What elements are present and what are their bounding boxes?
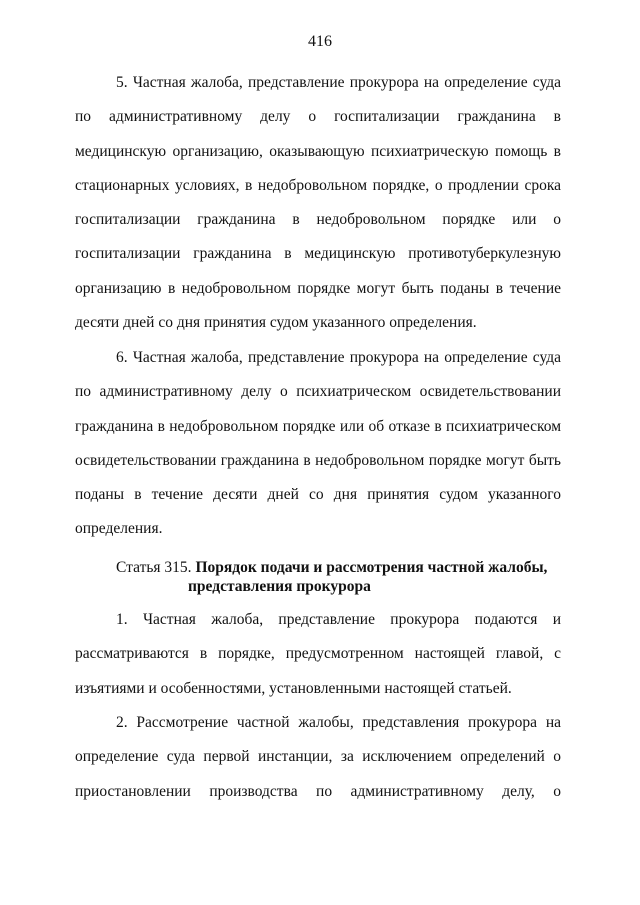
page-number: 416 [308,33,332,50]
article-title-line-2: представления прокурора [188,578,371,595]
section-2: 2. Рассмотрение частной жалобы, представления прокурора на определение суда первой инстанции, за исключением определений о приостановлении производства по административному делу, о [75,714,561,800]
article-number: Статья 315. [116,559,192,576]
paragraph-6: 6. Частная жалоба, представление прокурора на определение суда по административному делу о психиатрическом освидетельствовании гражданина в недобровольном порядке или об отказе в психиатрическом освидетельствовании гражданина в недобровольном порядке могут быть поданы в течение десяти дней со дня принятия судом указанного определения. [75,349,561,538]
paragraph-5: 5. Частная жалоба, представление прокурора на определение суда по административному делу о госпитализации гражданина в медицинскую организацию, оказывающую психиатрическую помощь в стационарных условиях, в недобровольном порядке, о продлении срока госпитализации гражданина в недобровольном порядке или о госпитализации гражданина в медицинскую противотуберкулезную организацию в недобровольном порядке могут быть поданы в течение десяти дней со дня принятия судом указанного определения. [75,74,561,332]
section-1: 1. Частная жалоба, представление прокурора подаются и рассматриваются в порядке, предусмотренном настоящей главой, с изъятиями и особенностями, установленными настоящей статьей. [75,611,561,697]
article-heading [116,558,576,596]
article-title-line-1: Порядок подачи и рассмотрения частной жалобы, [195,559,548,576]
